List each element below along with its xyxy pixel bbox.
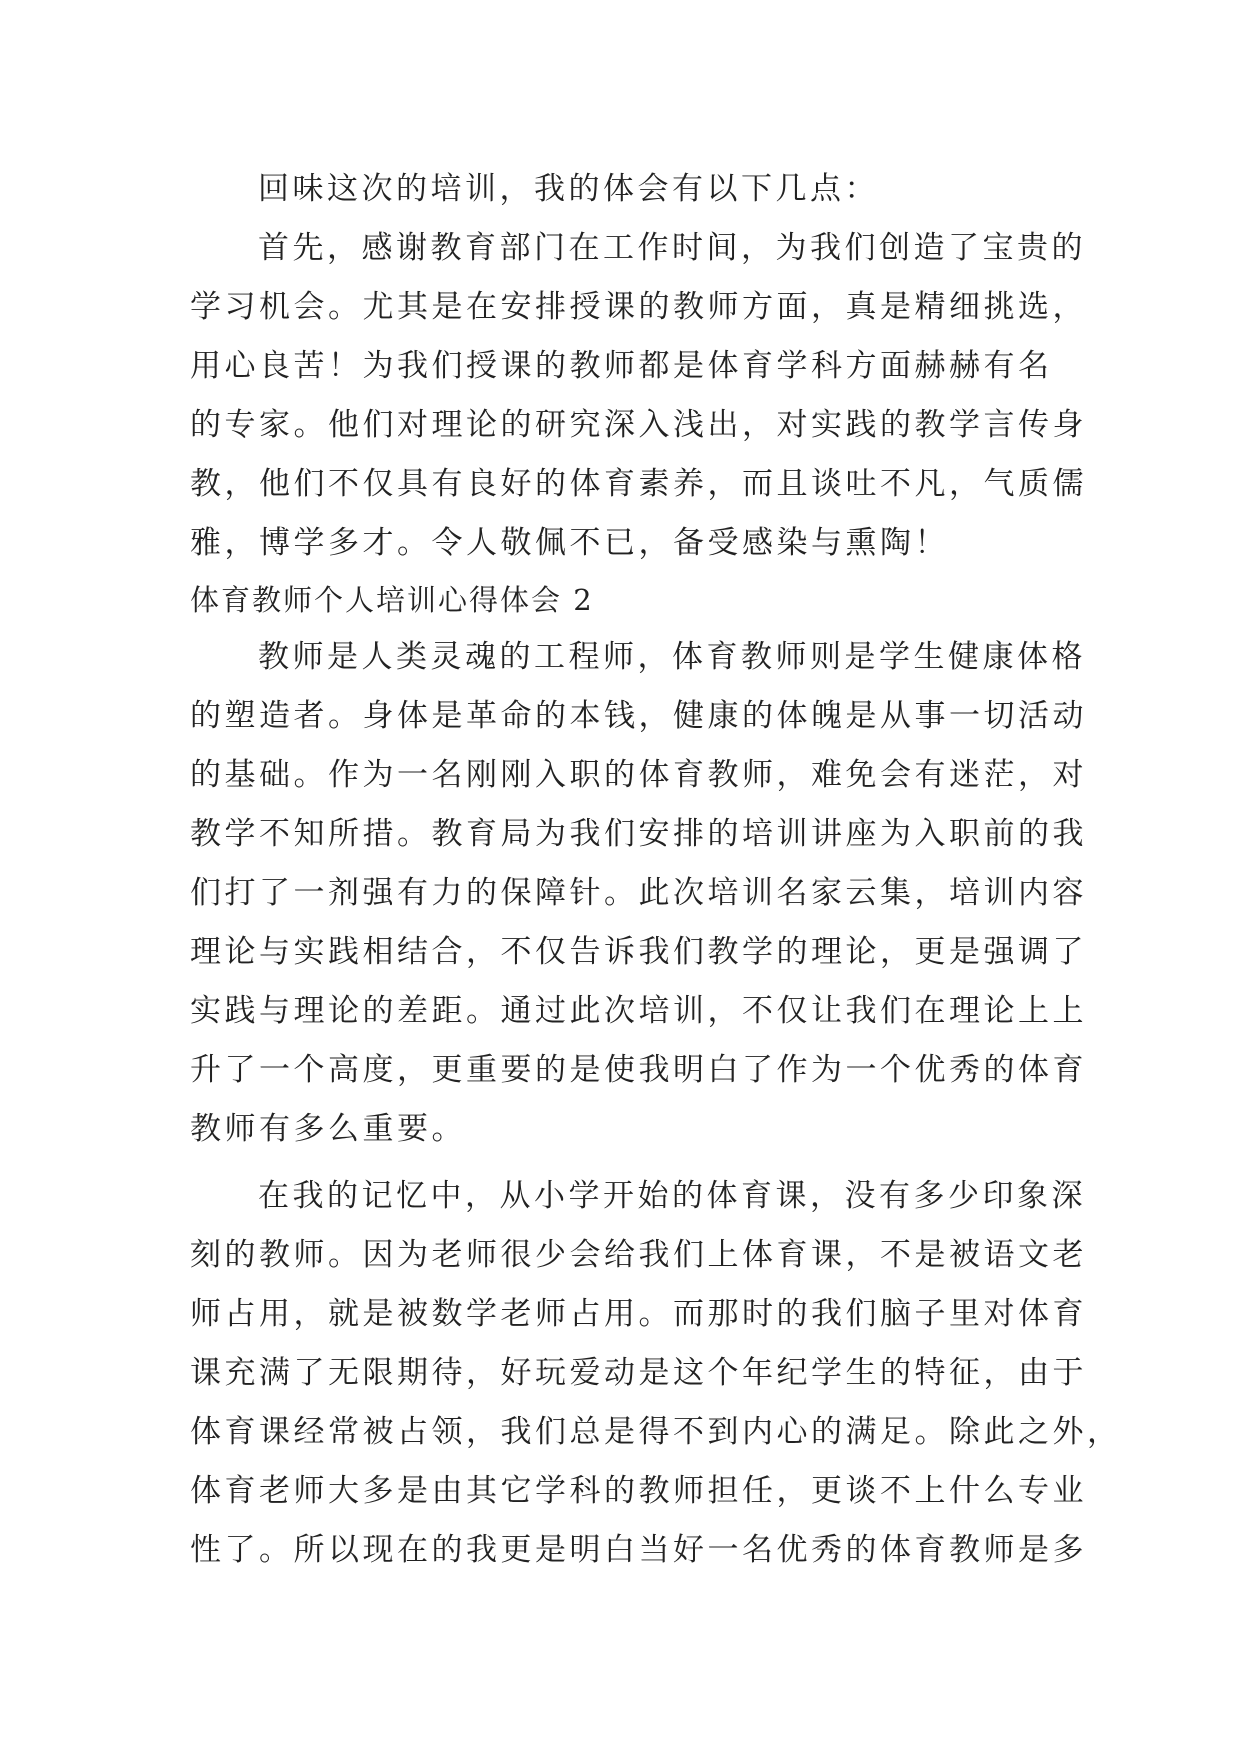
section-title-text: 体育教师个人培训心得体会 2 bbox=[190, 583, 594, 617]
text-line: 雅，博学多才。令人敬佩不已，备受感染与熏陶！ bbox=[190, 525, 949, 561]
paragraph bbox=[190, 628, 1087, 1159]
text-line: 体育课经常被占领，我们总是得不到内心的满足。除此之外， bbox=[190, 1414, 1122, 1450]
text-line: 教师是人类灵魂的工程师，体育教师则是学生健康体格 bbox=[258, 639, 1086, 675]
text-line: 教学不知所措。教育局为我们安排的培训讲座为入职前的我 bbox=[190, 816, 1087, 852]
text-line: 教，他们不仅具有良好的体育素养，而且谈吐不凡，气质儒 bbox=[190, 466, 1087, 502]
paragraph bbox=[190, 219, 1087, 573]
text-line: 体育老师大多是由其它学科的教师担任，更谈不上什么专业 bbox=[190, 1473, 1087, 1509]
text-line: 理论与实践相结合，不仅告诉我们教学的理论，更是强调了 bbox=[190, 934, 1087, 970]
section-title bbox=[190, 573, 1050, 628]
text-line: 升了一个高度，更重要的是使我明白了作为一个优秀的体育 bbox=[190, 1052, 1087, 1088]
text-line: 实践与理论的差距。通过此次培训，不仅让我们在理论上上 bbox=[190, 993, 1087, 1029]
text-line: 们打了一剂强有力的保障针。此次培训名家云集，培训内容 bbox=[190, 875, 1087, 911]
paragraph bbox=[190, 160, 1050, 219]
text-line: 课充满了无限期待，好玩爱动是这个年纪学生的特征，由于 bbox=[190, 1355, 1087, 1391]
text-line: 教师有多么重要。 bbox=[190, 1111, 466, 1147]
text-line: 的塑造者。身体是革命的本钱，健康的体魄是从事一切活动 bbox=[190, 698, 1087, 734]
text-line: 性了。所以现在的我更是明白当好一名优秀的体育教师是多 bbox=[190, 1532, 1087, 1568]
paragraph bbox=[190, 1167, 1122, 1580]
text-line: 学习机会。尤其是在安排授课的教师方面，真是精细挑选， bbox=[190, 289, 1087, 325]
document-body bbox=[190, 160, 1122, 1580]
text-line: 用心良苦！为我们授课的教师都是体育学科方面赫赫有名 bbox=[190, 348, 1053, 384]
text-line: 的基础。作为一名刚刚入职的体育教师，难免会有迷茫，对 bbox=[190, 757, 1087, 793]
text-line: 师占用，就是被数学老师占用。而那时的我们脑子里对体育 bbox=[190, 1296, 1087, 1332]
text-line: 的专家。他们对理论的研究深入浅出，对实践的教学言传身 bbox=[190, 407, 1087, 443]
text-line: 刻的教师。因为老师很少会给我们上体育课，不是被语文老 bbox=[190, 1237, 1087, 1273]
text-line: 在我的记忆中，从小学开始的体育课，没有多少印象深 bbox=[258, 1178, 1086, 1214]
text-line: 回味这次的培训，我的体会有以下几点： bbox=[258, 171, 879, 207]
text-line: 首先，感谢教育部门在工作时间，为我们创造了宝贵的 bbox=[258, 230, 1086, 266]
